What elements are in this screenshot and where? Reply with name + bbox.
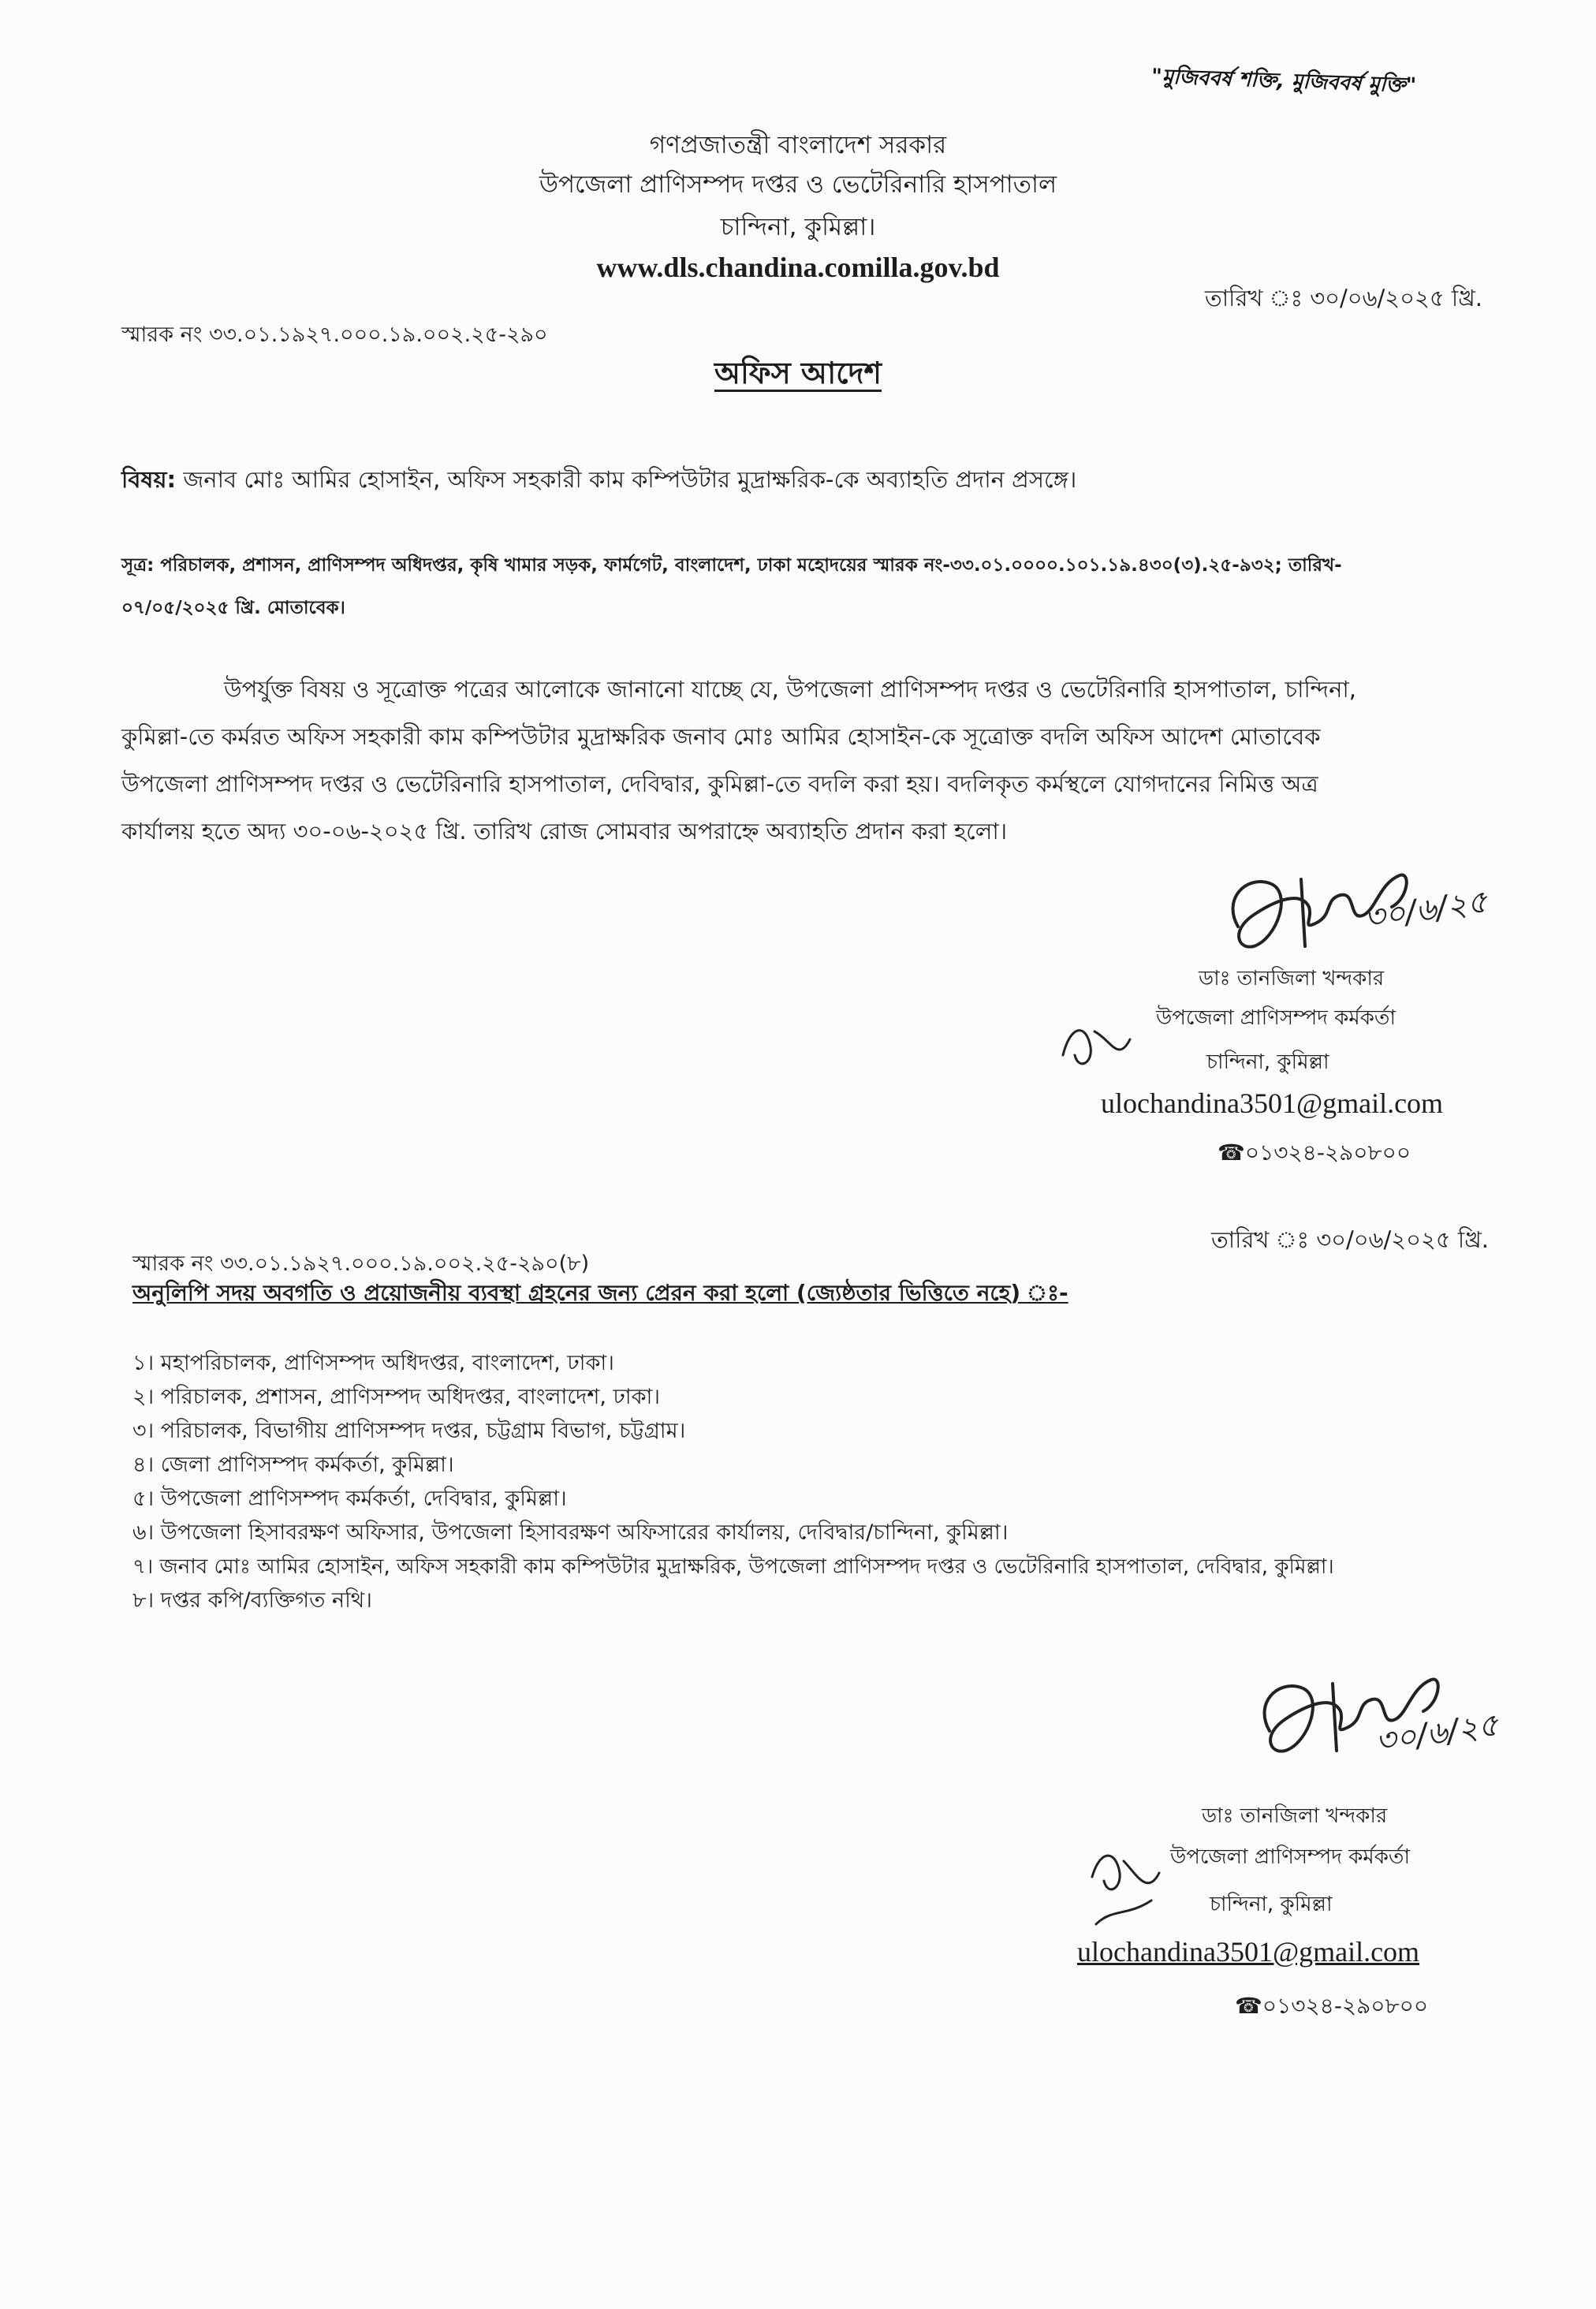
body-line-3: উপজেলা প্রাণিসম্পদ দপ্তর ও ভেটেরিনারি হাসপাতাল, দেবিদ্বার, কুমিল্লা-তে বদলি করা হয়। বদলিকৃত কর্মস্থলে যোগদানের নিমিত্ত অত্র — [121, 770, 1318, 797]
signature-1-phone: ☎০১৩২৪-২৯০৮০০ — [1218, 1140, 1411, 1166]
list-item: ৫। উপজেলা প্রাণিসম্পদ কর্মকর্তা, দেবিদ্বার, কুমিল্লা। — [132, 1486, 567, 1511]
body-line-4: কার্যালয় হতে অদ্য ৩০-০৬-২০২৫ খ্রি. তারিখ রোজ সোমবার অপরাহ্নে অব্যাহতি প্রদান করা হলো। — [121, 818, 1008, 845]
subject-label: বিষয়: — [121, 466, 177, 493]
order-date: তারিখ ঃ ৩০/০৬/২০২৫ খ্রি. — [1205, 285, 1482, 311]
list-item: ৪। জেলা প্রাণিসম্পদ কর্মকর্তা, কুমিল্লা। — [132, 1453, 454, 1477]
subject-text: জনাব মোঃ আমির হোসাইন, অফিস সহকারী কাম কম্পিউটার মুদ্রাক্ষরিক-কে অব্যাহতি প্রদান প্রসঙ্গে। — [183, 466, 1077, 493]
signature-2-designation: উপজেলা প্রাণিসম্পদ কর্মকর্তা — [1170, 1845, 1410, 1869]
signature-2-email[interactable]: ulochandina3501@gmail.com — [1077, 1936, 1420, 1968]
motto: "মুজিববর্ষ শক্তি, মুজিববর্ষ মুক্তি" — [1150, 65, 1417, 98]
initial-scrawl-2 — [1080, 1837, 1167, 1932]
reference-line-2: ০৭/০৫/২০২৫ খ্রি. মোতাবেক। — [121, 598, 345, 618]
signature-1-name: ডাঃ তানজিলা খন্দকার — [1199, 967, 1385, 990]
list-item: ৩। পরিচালক, বিভাগীয় প্রাণিসম্পদ দপ্তর, চট্টগ্রাম বিভাগ, চট্টগ্রাম। — [132, 1419, 686, 1443]
list-item: ১। মহাপরিচালক, প্রাণিসম্পদ অধিদপ্তর, বাংলাদেশ, ঢাকা। — [132, 1351, 614, 1375]
gov-title: গণপ্রজাতন্ত্রী বাংলাদেশ সরকার — [649, 131, 947, 159]
memo-number: স্মারক নং ৩৩.০১.১৯২৭.০০০.১৯.০০২.২৫-২৯০ — [121, 323, 548, 347]
reference-line-1: সূত্র: পরিচালক, প্রশাসন, প্রাণিসম্পদ অধিদপ্তর, কৃষি খামার সড়ক, ফার্মগেট, বাংলাদেশ, ঢাকা মহোদয়ের স্মারক নং-৩৩.০১.০০০০.১০১.১৯.৪৩০(৩).২৫-৯৩২; তারিখ- — [121, 555, 1342, 576]
signature-1-email[interactable]: ulochandina3501@gmail.com — [1101, 1087, 1444, 1119]
list-item: ৮। দপ্তর কপি/ব্যক্তিগত নথি। — [132, 1588, 372, 1613]
body-line-2: কুমিল্লা-তে কর্মরত অফিস সহকারী কাম কম্পিউটার মুদ্রাক্ষরিক জনাব মোঃ আমির হোসাইন-কে সূত্রোক্ত বদলি অফিস আদেশ মোতাবেক — [121, 723, 1321, 750]
website-link[interactable]: www.dls.chandina.comilla.gov.bd — [596, 252, 1000, 283]
copy-heading: অনুলিপি সদয় অবগতি ও প্রয়োজনীয় ব্যবস্থা গ্রহনের জন্য প্রেরন করা হলো (জ্যেষ্ঠতার ভিত্তিতে নহে) ঃ- — [132, 1280, 1068, 1306]
signature-1-location: চান্দিনা, কুমিল্লা — [1206, 1050, 1329, 1074]
signature-1-date: ৩০/৬/২৫ — [1362, 883, 1490, 937]
copy-date: তারিখ ঃ ৩০/০৬/২০২৫ খ্রি. — [1211, 1226, 1489, 1253]
list-item: ৭। জনাব মোঃ আমির হোসাইন, অফিস সহকারী কাম কম্পিউটার মুদ্রাক্ষরিক, উপজেলা প্রাণিসম্পদ দপ্তর ও ভেটেরিনারি হাসপাতাল, দেবিদ্বার, কুমিল্লা। — [132, 1555, 1334, 1579]
office-location: চান্দিনা, কুমিল্লা। — [720, 213, 876, 241]
distribution-list — [132, 1347, 1334, 1618]
body-line-1: উপর্যুক্ত বিষয় ও সূত্রোক্ত পত্রের আলোকে জানানো যাচ্ছে যে, উপজেলা প্রাণিসম্পদ দপ্তর ও ভেটেরিনারি হাসপাতাল, চান্দিনা, — [224, 676, 1357, 703]
signature-1-designation: উপজেলা প্রাণিসম্পদ কর্মকর্তা — [1156, 1006, 1396, 1030]
initial-scrawl-1 — [1055, 1008, 1142, 1079]
signature-2-location: চান্দিনা, কুমিল্লা — [1210, 1893, 1333, 1916]
copy-memo-number: স্মারক নং ৩৩.০১.১৯২৭.০০০.১৯.০০২.২৫-২৯০(৮) — [132, 1251, 590, 1276]
page-title: অফিস আদেশ — [714, 356, 882, 390]
list-item: ৬। উপজেলা হিসাবরক্ষণ অফিসার, উপজেলা হিসাবরক্ষণ অফিসারের কার্যালয়, দেবিদ্বার/চান্দিনা, কুমিল্লা। — [132, 1520, 1009, 1545]
subject-line — [121, 462, 1076, 501]
signature-2-name: ডাঃ তানজিলা খন্দকার — [1202, 1804, 1388, 1828]
signature-2-phone: ☎০১৩২৪-২৯০৮০০ — [1235, 1993, 1429, 2019]
office-name: উপজেলা প্রাণিসম্পদ দপ্তর ও ভেটেরিনারি হাসপাতাল — [539, 170, 1057, 199]
list-item: ২। পরিচালক, প্রশাসন, প্রাণিসম্পদ অধিদপ্তর, বাংলাদেশ, ঢাকা। — [132, 1385, 660, 1409]
signature-2-date: ৩০/৬/২৫ — [1373, 1707, 1501, 1760]
